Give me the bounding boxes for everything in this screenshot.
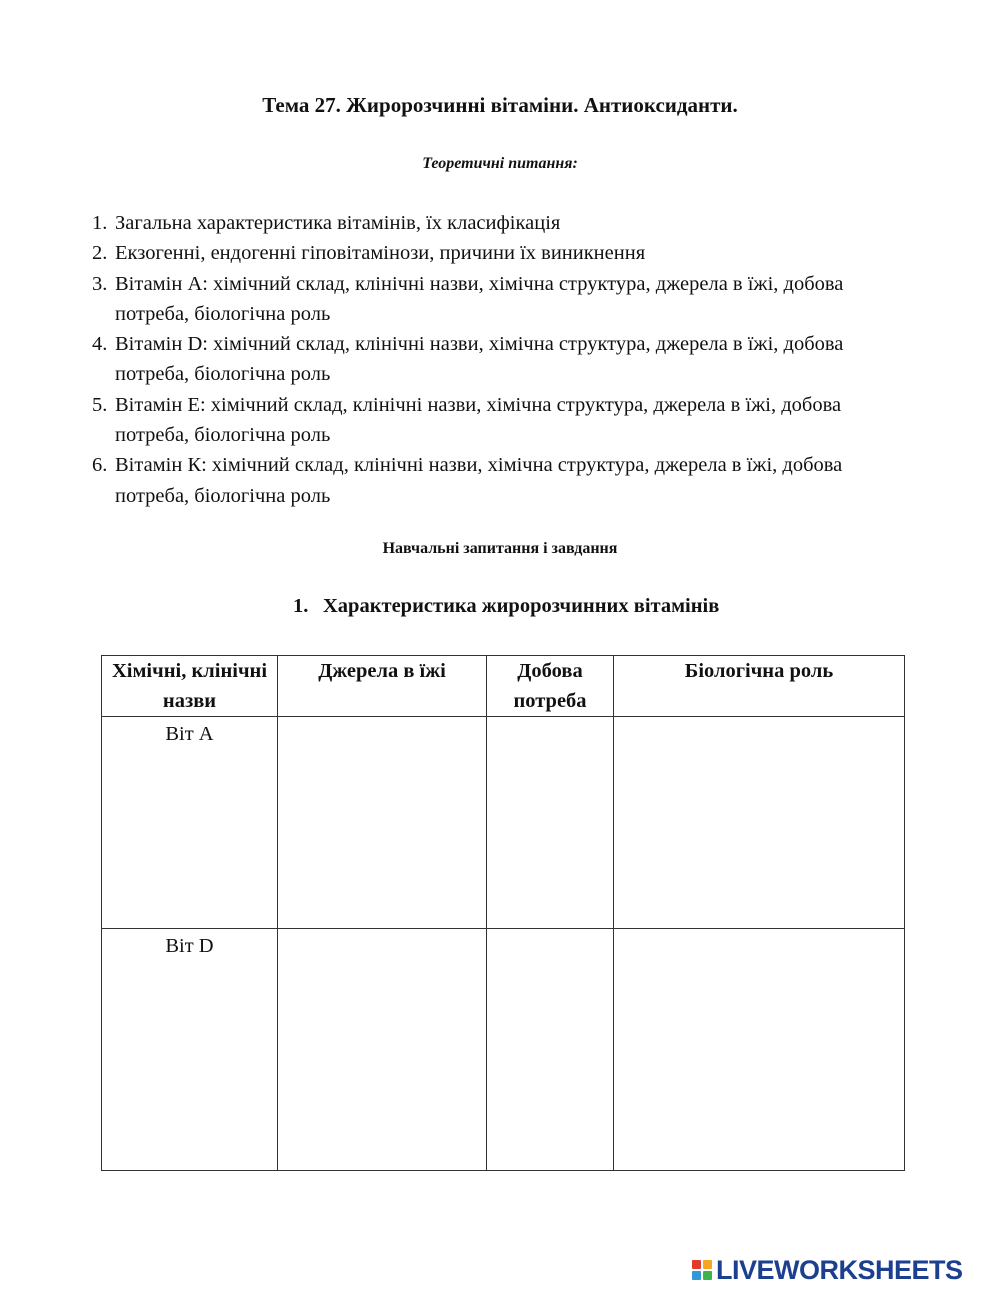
- logo-text: LIVEWORKSHEETS: [716, 1254, 963, 1285]
- table-row: [102, 717, 905, 929]
- list-item-text: Вітамін К: хімічний склад, клінічні назви, хімічна структура, джерела в їжі, добова потреба, біологічна роль: [115, 454, 843, 507]
- table-row: [102, 929, 905, 1171]
- list-item: [92, 238, 892, 268]
- list-item-number: 1.: [92, 212, 108, 234]
- list-item-text: Екзогенні, ендогенні гіповітамінози, причини їх виникнення: [115, 242, 646, 265]
- header-names: Хімічні, клінічні назви: [102, 656, 278, 717]
- theory-subtitle: Теоретичні питання:: [422, 155, 578, 172]
- logo-square: [703, 1271, 712, 1280]
- list-item-number: 4.: [92, 333, 108, 356]
- vitamins-table: [101, 655, 905, 1171]
- list-item-number: 5.: [92, 393, 108, 416]
- list-item: [92, 269, 892, 330]
- list-item-number: 6.: [92, 454, 108, 477]
- list-item: [92, 329, 892, 390]
- table-header-row: [102, 656, 905, 717]
- section-title: Навчальні запитання і завдання: [382, 540, 618, 557]
- task-heading: [293, 595, 719, 618]
- page-title: Тема 27. Жиророзчинні вітаміни. Антиоксиданти.: [262, 93, 738, 117]
- list-item: [92, 390, 892, 451]
- vitamin-name-cell: Віт D: [102, 929, 278, 1171]
- list-item: [92, 208, 892, 238]
- biological-role-cell[interactable]: [614, 717, 905, 929]
- daily-need-cell[interactable]: [487, 717, 614, 929]
- daily-need-cell[interactable]: [487, 929, 614, 1171]
- list-item-number: 2.: [92, 242, 108, 265]
- list-item-text: Вітамін Е: хімічний склад, клінічні назви, хімічна структура, джерела в їжі, добова потреба, біологічна роль: [115, 393, 842, 447]
- task-number: 1.: [293, 595, 309, 617]
- logo-square: [692, 1260, 701, 1269]
- header-sources: Джерела в їжі: [278, 656, 487, 717]
- list-item: [92, 450, 892, 511]
- liveworksheets-logo: [692, 1255, 963, 1285]
- sources-cell[interactable]: [278, 929, 487, 1171]
- logo-square: [703, 1260, 712, 1269]
- list-item-text: Загальна характеристика вітамінів, їх класифікація: [115, 212, 561, 234]
- header-biological-role: Біологічна роль: [614, 656, 905, 717]
- list-item-number: 3.: [92, 272, 108, 295]
- sources-cell[interactable]: [278, 717, 487, 929]
- list-item-text: Вітамін А: хімічний склад, клінічні назви, хімічна структура, джерела в їжі, добова потреба, біологічна роль: [115, 272, 844, 325]
- list-item-text: Вітамін D: хімічний склад, клінічні назви, хімічна структура, джерела в їжі, добова потреба, біологічна роль: [115, 333, 844, 386]
- task-title: Характеристика жиророзчинних вітамінів: [323, 595, 720, 617]
- header-daily-need: Добова потреба: [487, 656, 614, 717]
- biological-role-cell[interactable]: [614, 929, 905, 1171]
- logo-mark-icon: [692, 1260, 712, 1280]
- logo-square: [692, 1271, 701, 1280]
- vitamin-name-cell: Віт А: [102, 717, 278, 929]
- theory-questions-list: [92, 208, 892, 511]
